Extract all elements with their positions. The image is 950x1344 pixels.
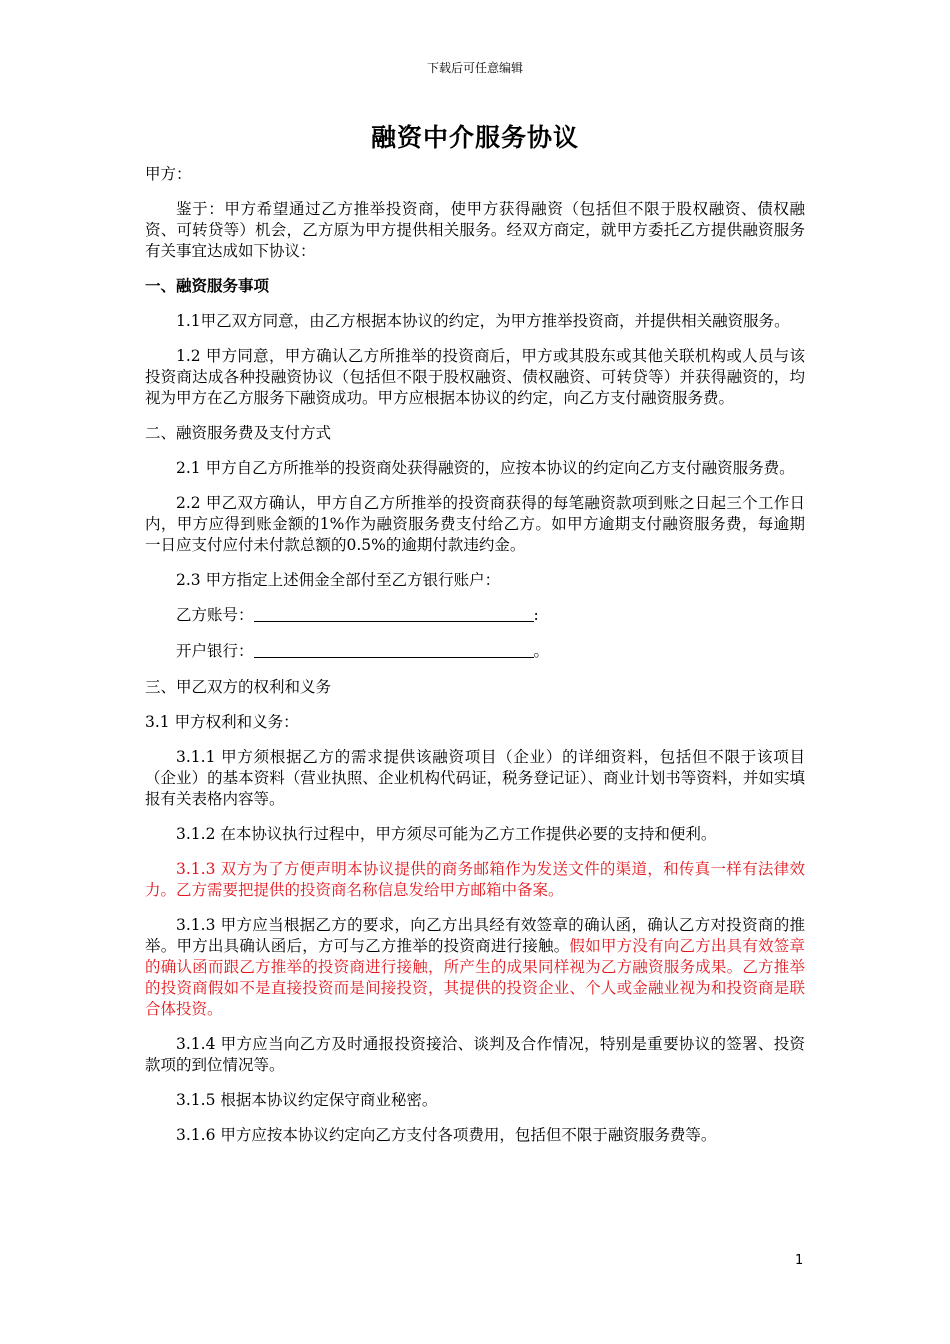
account-field [145,605,805,626]
section-3-heading: 三、甲乙双方的权利和义务 [145,678,332,696]
bank-blank-line[interactable] [254,642,534,658]
clause-3-1-4: 3.1.4 甲方应当向乙方及时通报投资接洽、谈判及合作情况，特别是重要协议的签署、投资款项的到位情况等。 [145,1035,805,1074]
account-end: : [533,606,539,624]
clause-3-1-3-b [145,915,805,1020]
clause-3-1-6: 3.1.6 甲方应按本协议约定向乙方支付各项费用，包括但不限于融资服务费等。 [176,1126,717,1144]
document-title: 融资中介服务协议 [370,123,579,152]
account-blank-line[interactable] [254,606,534,622]
clause-3-1: 3.1 甲方权利和义务： [145,713,299,731]
clause-2-3: 2.3 甲方指定上述佣金全部付至乙方银行账户： [176,571,501,589]
clause-3-1-3-red [145,859,805,901]
clause-3-1-2: 3.1.2 在本协议执行过程中，甲方须尽可能为乙方工作提供必要的支持和便利。 [176,825,717,843]
account-label: 乙方账号： [176,606,254,624]
section-1-heading: 一、融资服务事项 [145,277,270,295]
clause-3-1-3-text: 双方为了方便声明本协议提供的商务邮箱作为发送文件的渠道，和传真一样有法律效力。乙方需要把提供的投资商名称信息发给甲方邮箱中备案。 [145,860,805,899]
intro-paragraph: 鉴于：甲方希望通过乙方推举投资商，使甲方获得融资（包括但不限于股权融资、债权融资、可转贷等）机会，乙方原为甲方提供相关服务。经双方商定，就甲方委托乙方提供融资服务有关事宜达成如下协议： [145,200,805,260]
bank-field [145,641,805,662]
clause-3-1-3-number: 3.1.3 [176,860,221,878]
clause-1-2: 1.2 甲方同意，甲方确认乙方所推举的投资商后，甲方或其股东或其他关联机构或人员与该投资商达成各种投融资协议（包括但不限于股权融资、债权融资、可转贷等）并获得融资的，均视为甲方在乙方服务下融资成功。甲方应根据本协议的约定，向乙方支付融资服务费。 [145,347,805,407]
party-a-label: 甲方： [145,165,192,183]
bank-label: 开户银行： [176,642,254,660]
clause-3-1-1: 3.1.1 甲方须根据乙方的需求提供该融资项目（企业）的详细资料，包括但不限于该项目（企业）的基本资料（营业执照、企业机构代码证，税务登记证）、商业计划书等资料，并如实填报有关表格内容等。 [145,748,805,808]
clause-3-1-3-b-black: 3.1.3 甲方应当根据乙方的要求，向乙方出具经有效签章的确认函，确认乙方对投资商的推举。甲方出具确认函后，方可与乙方推举的投资商进行接触。 [145,916,805,955]
section-2-heading: 二、融资服务费及支付方式 [145,424,332,442]
document-body [145,164,805,1160]
clause-2-1: 2.1 甲方自乙方所推举的投资商处获得融资的，应按本协议的约定向乙方支付融资服务费。 [176,459,795,477]
clause-3-1-3-b-red: 假如甲方没有向乙方出具有效签章的确认函而跟乙方推举的投资商进行接触，所产生的成果同样视为乙方融资服务成果。乙方推举的投资商假如不是直接投资而是间接投资，其提供的投资企业、个人或金融业视为和投资商是联合体投资。 [145,937,805,1018]
header-note: 下载后可任意编辑 [426,61,523,75]
clause-1-1: 1.1甲乙双方同意，由乙方根据本协议的约定，为甲方推举投资商，并提供相关融资服务。 [176,312,790,330]
clause-2-2: 2.2 甲乙双方确认，甲方自乙方所推举的投资商获得的每笔融资款项到账之日起三个工作日内，甲方应得到账金额的1%作为融资服务费支付给乙方。如甲方逾期支付融资服务费，每逾期一日应支付应付未付款总额的0.5%的逾期付款违约金。 [145,494,805,554]
page-number: 1 [795,1253,804,1268]
clause-3-1-5: 3.1.5 根据本协议约定保守商业秘密。 [176,1091,438,1109]
bank-end: 。 [533,642,550,660]
